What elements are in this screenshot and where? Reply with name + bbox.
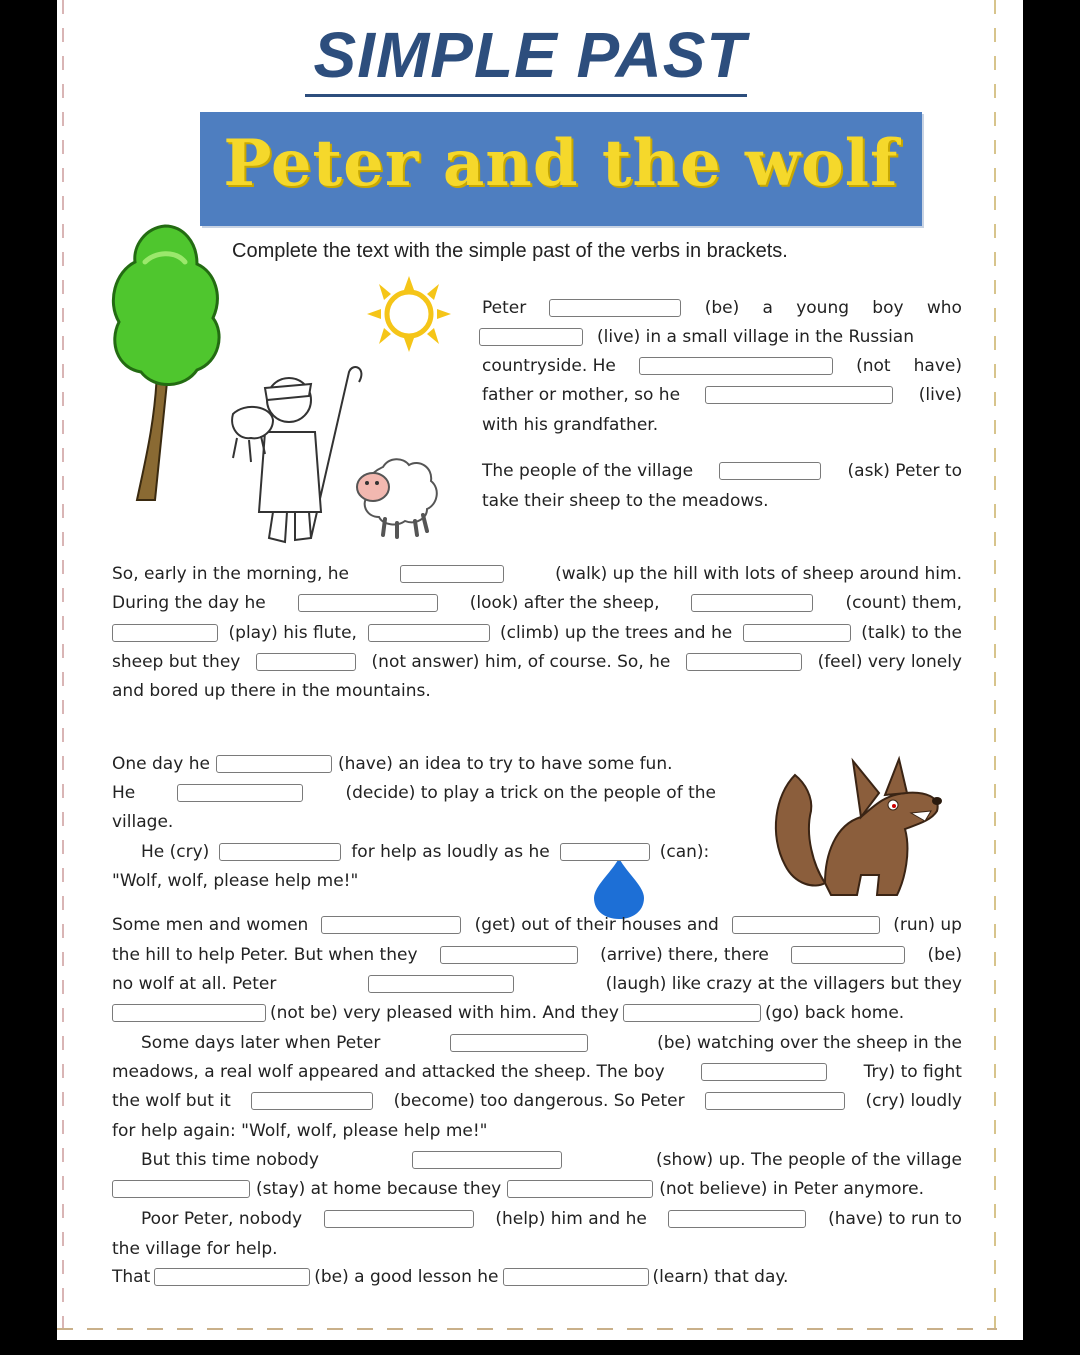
answer-blank[interactable]	[791, 946, 905, 964]
line-1	[482, 295, 962, 321]
line-28	[141, 1206, 962, 1232]
answer-blank[interactable]	[705, 386, 893, 404]
answer-blank[interactable]	[668, 1210, 806, 1228]
text: the hill to help Peter. But when they	[112, 945, 418, 965]
text: take their sheep to the meadows.	[482, 491, 769, 511]
text: the wolf but it	[112, 1091, 231, 1111]
line-21	[112, 1000, 904, 1026]
answer-blank[interactable]	[368, 624, 490, 642]
answer-blank[interactable]	[623, 1004, 761, 1022]
text: countryside. He	[482, 356, 616, 376]
sun-icon	[367, 276, 451, 352]
line-24	[112, 1088, 962, 1114]
banner-title: Peter and the wolf	[223, 126, 899, 201]
text: meadows, a real wolf appeared and attacked the sheep. The boy	[112, 1062, 665, 1082]
answer-blank[interactable]	[549, 299, 681, 317]
text: (ask) Peter to	[847, 461, 962, 481]
line-15	[112, 809, 173, 835]
answer-blank[interactable]	[112, 624, 218, 642]
text: Try) to fight	[863, 1062, 962, 1082]
text: But this time nobody	[141, 1150, 319, 1170]
text: (not	[856, 356, 891, 376]
text: the village for help.	[112, 1239, 278, 1259]
answer-blank[interactable]	[691, 594, 813, 612]
line-26	[141, 1147, 962, 1173]
text: sheep but they	[112, 652, 241, 672]
sheep-icon	[353, 453, 439, 539]
line-2	[479, 324, 963, 350]
line-20	[112, 971, 962, 997]
answer-blank[interactable]	[440, 946, 578, 964]
text: (arrive) there, there	[600, 945, 769, 965]
text: One day he	[112, 754, 210, 774]
line-11	[112, 649, 962, 675]
text: Some days later when Peter	[141, 1033, 381, 1053]
answer-blank[interactable]	[400, 565, 504, 583]
text: (walk) up the hill with lots of sheep around him.	[555, 564, 962, 584]
text: (not be) very pleased with him. And they	[270, 1003, 619, 1023]
text: (be)	[927, 945, 962, 965]
text: The people of the village	[482, 461, 694, 481]
answer-blank[interactable]	[686, 653, 802, 671]
answer-blank[interactable]	[450, 1034, 588, 1052]
text: During the day he	[112, 593, 266, 613]
text: He (cry)	[141, 842, 210, 862]
text: for help again: "Wolf, wolf, please help me!"	[112, 1121, 488, 1141]
answer-blank[interactable]	[479, 328, 583, 346]
text: (talk) to the	[861, 623, 962, 643]
line-14	[112, 780, 716, 806]
text: (not believe) in Peter anymore.	[659, 1179, 925, 1199]
line-5	[482, 412, 658, 438]
text: (look) after the sheep,	[469, 593, 660, 613]
bottom-border	[57, 1326, 997, 1332]
text: boy	[872, 298, 904, 318]
line-19	[112, 942, 962, 968]
answer-blank[interactable]	[321, 916, 461, 934]
line-6	[482, 458, 962, 484]
text: (not answer) him, of course. So, he	[371, 652, 671, 672]
line-29	[112, 1236, 278, 1262]
title-banner	[200, 112, 922, 226]
text: village.	[112, 812, 174, 832]
line-9	[112, 590, 962, 616]
answer-blank[interactable]	[412, 1151, 562, 1169]
text: (help) him and he	[495, 1209, 647, 1229]
text: (become) too dangerous. So Peter	[393, 1091, 685, 1111]
wolf-icon	[765, 755, 945, 905]
text: (have) an idea to try to have some fun.	[337, 754, 673, 774]
text: and bored up there in the mountains.	[112, 681, 431, 701]
line-22	[141, 1030, 962, 1056]
text: no wolf at all. Peter	[112, 974, 277, 994]
title-underline	[305, 94, 747, 97]
text: "Wolf, wolf, please help me!"	[112, 871, 359, 891]
worksheet-page	[57, 0, 1023, 1340]
tree-icon	[105, 222, 225, 504]
answer-blank[interactable]	[507, 1180, 653, 1198]
text: That	[112, 1267, 151, 1287]
line-4	[482, 382, 962, 408]
text: with his grandfather.	[482, 415, 659, 435]
text: (stay) at home because they	[256, 1179, 502, 1199]
line-30	[112, 1264, 788, 1290]
text: (decide) to play a trick on the people of the	[345, 783, 716, 803]
text: young	[796, 298, 850, 318]
answer-blank[interactable]	[112, 1004, 266, 1022]
water-drop-icon[interactable]	[592, 856, 646, 920]
text: (go) back home.	[764, 1003, 905, 1023]
text: (play) his flute,	[228, 623, 357, 643]
text: (feel) very lonely	[817, 652, 962, 672]
text: father or mother, so he	[482, 385, 681, 405]
line-27	[112, 1176, 924, 1202]
text: (run) up	[893, 915, 962, 935]
answer-blank[interactable]	[251, 1092, 373, 1110]
instructions: Complete the text with the simple past of the verbs in brackets.	[232, 240, 788, 262]
answer-blank[interactable]	[154, 1268, 310, 1286]
answer-blank[interactable]	[324, 1210, 474, 1228]
line-12	[112, 678, 431, 704]
text: for help as loudly as he	[351, 842, 550, 862]
answer-blank[interactable]	[705, 1092, 845, 1110]
answer-blank[interactable]	[256, 653, 356, 671]
line-23	[112, 1059, 962, 1085]
line-16	[141, 839, 709, 865]
text: (cry) loudly	[865, 1091, 962, 1111]
page-title: SIMPLE PAST	[313, 19, 747, 91]
answer-blank[interactable]	[719, 462, 821, 480]
answer-blank[interactable]	[216, 755, 332, 773]
text: (be) watching over the sheep in the	[657, 1033, 962, 1053]
line-7	[482, 488, 769, 514]
answer-blank[interactable]	[560, 843, 650, 861]
answer-blank[interactable]	[112, 1180, 250, 1198]
line-25	[112, 1118, 487, 1144]
line-17	[112, 868, 358, 894]
line-3	[482, 353, 962, 379]
answer-blank[interactable]	[743, 624, 851, 642]
text: (be) a good lesson he	[314, 1267, 499, 1287]
line-10	[112, 620, 962, 646]
text: (have) to run to	[828, 1209, 962, 1229]
answer-blank[interactable]	[503, 1268, 649, 1286]
text: Peter	[482, 298, 527, 318]
answer-blank[interactable]	[732, 916, 880, 934]
text: So, early in the morning, he	[112, 564, 350, 584]
text: (show) up. The people of the village	[655, 1150, 962, 1170]
left-border	[59, 0, 67, 1340]
text: Poor Peter, nobody	[141, 1209, 303, 1229]
answer-blank[interactable]	[219, 843, 341, 861]
answer-blank[interactable]	[701, 1063, 827, 1081]
right-border	[991, 0, 999, 1340]
text: (be)	[704, 298, 740, 318]
answer-blank[interactable]	[639, 357, 833, 375]
text: (live)	[918, 385, 962, 405]
text: (laugh) like crazy at the villagers but they	[605, 974, 962, 994]
answer-blank[interactable]	[298, 594, 438, 612]
text: (count) them,	[845, 593, 962, 613]
line-13	[112, 751, 673, 777]
text: Some men and women	[112, 915, 309, 935]
answer-blank[interactable]	[368, 975, 514, 993]
text: (climb) up the trees and he	[500, 623, 733, 643]
text: a	[762, 298, 773, 318]
line-8	[112, 561, 962, 587]
text: (learn) that day.	[652, 1267, 789, 1287]
text: He	[112, 783, 136, 803]
text: have)	[913, 356, 962, 376]
line-18	[112, 912, 962, 938]
text: (live) in a small village in the Russian	[597, 327, 914, 347]
text: (get) out of their houses and	[474, 915, 719, 935]
text: (can):	[659, 842, 710, 862]
answer-blank[interactable]	[177, 784, 303, 802]
text: who	[926, 298, 962, 318]
